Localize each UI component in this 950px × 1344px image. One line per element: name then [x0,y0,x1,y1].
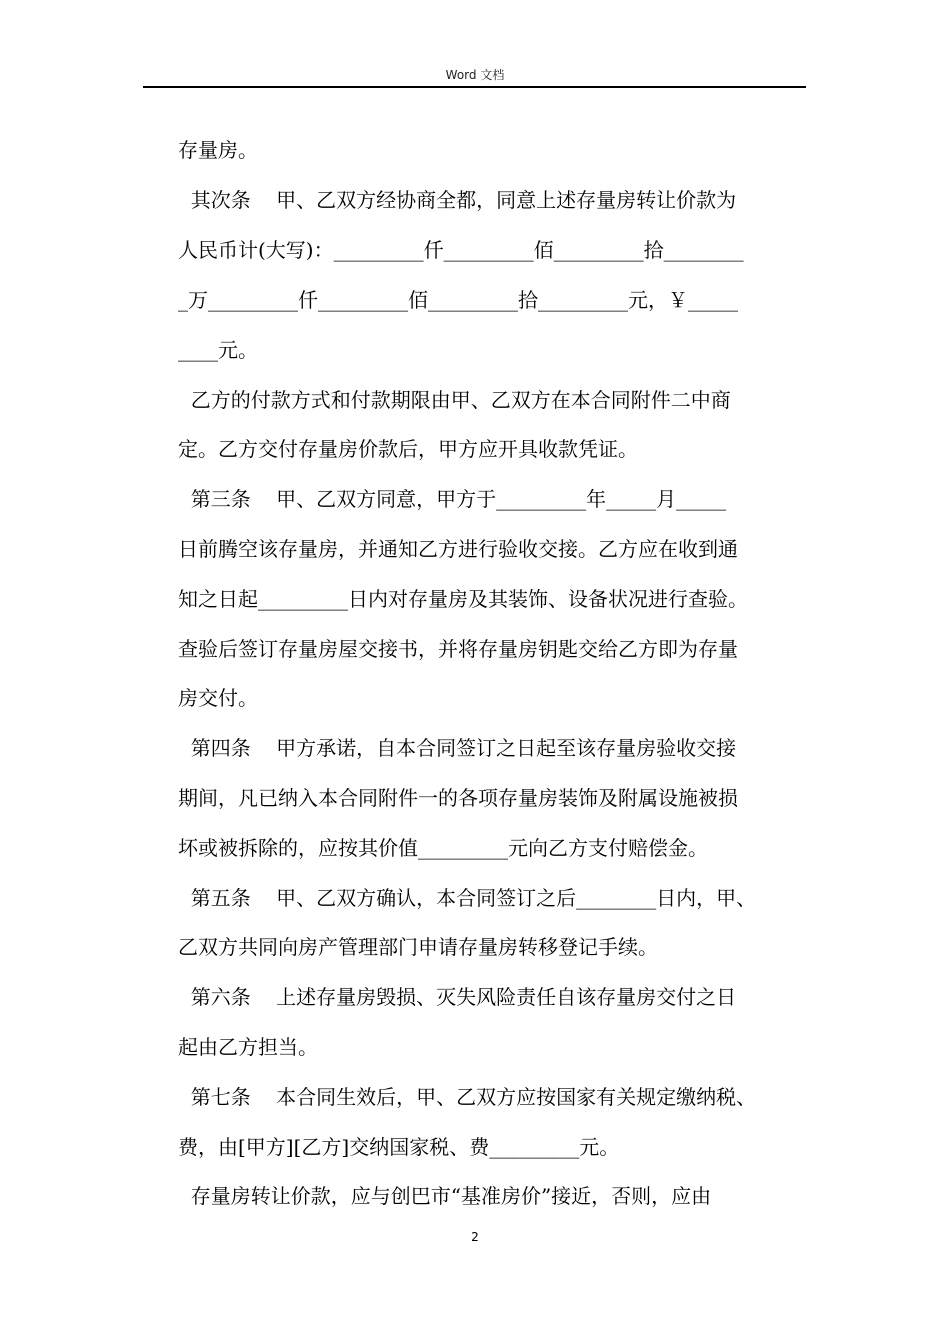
text-line: ____元。 [178,338,258,362]
text-line: 费，由[甲方][乙方]交纳国家税、费_________元。 [178,1135,620,1159]
text-line: 知之日起_________日内对存量房及其装饰、设备状况进行查验。 [178,587,748,611]
text-line: 坏或被拆除的，应按其价值_________元向乙方支付赔偿金。 [178,836,708,860]
text-line: 第三条 甲、乙双方同意，甲方于_________年_____月_____ [178,487,727,511]
page-number: 2 [471,1230,479,1244]
text-line: 日前腾空该存量房，并通知乙方进行验收交接。乙方应在收到通 [178,537,738,561]
text-line: 期间，凡已纳入本合同附件一的各项存量房装饰及附属设施被损 [178,786,738,810]
text-line: 乙方的付款方式和付款期限由甲、乙双方在本合同附件二中商 [178,388,731,412]
text-line: 起由乙方担当。 [178,1035,318,1059]
text-line: 第四条 甲方承诺，自本合同签订之日起至该存量房验收交接 [178,736,737,760]
text-line: 存量房转让价款，应与创巴市“基准房价”接近，否则，应由 [178,1184,712,1208]
text-line: 人民币计(大写)：_________仟_________佰_________拾________ [178,238,744,262]
text-line: 存量房。 [178,138,258,162]
text-line: 第五条 甲、乙双方确认，本合同签订之后________日内，甲、 [178,886,757,910]
header-title: Word 文档 [445,68,505,82]
text-line: 第六条 上述存量房毁损、灭失风险责任自该存量房交付之日 [178,985,737,1009]
text-line: 房交付。 [178,686,258,710]
text-line: _万_________仟_________佰_________拾_________元，￥_____ [178,288,738,312]
text-line: 查验后签订存量房屋交接书，并将存量房钥匙交给乙方即为存量 [178,637,738,661]
text-line: 定。乙方交付存量房价款后，甲方应开具收款凭证。 [178,437,638,461]
text-line: 其次条 甲、乙双方经协商全都，同意上述存量房转让价款为 [178,188,737,212]
text-line: 乙双方共同向房产管理部门申请存量房转移登记手续。 [178,935,658,959]
header-divider [143,86,806,88]
text-line: 第七条 本合同生效后，甲、乙双方应按国家有关规定缴纳税、 [178,1085,757,1109]
